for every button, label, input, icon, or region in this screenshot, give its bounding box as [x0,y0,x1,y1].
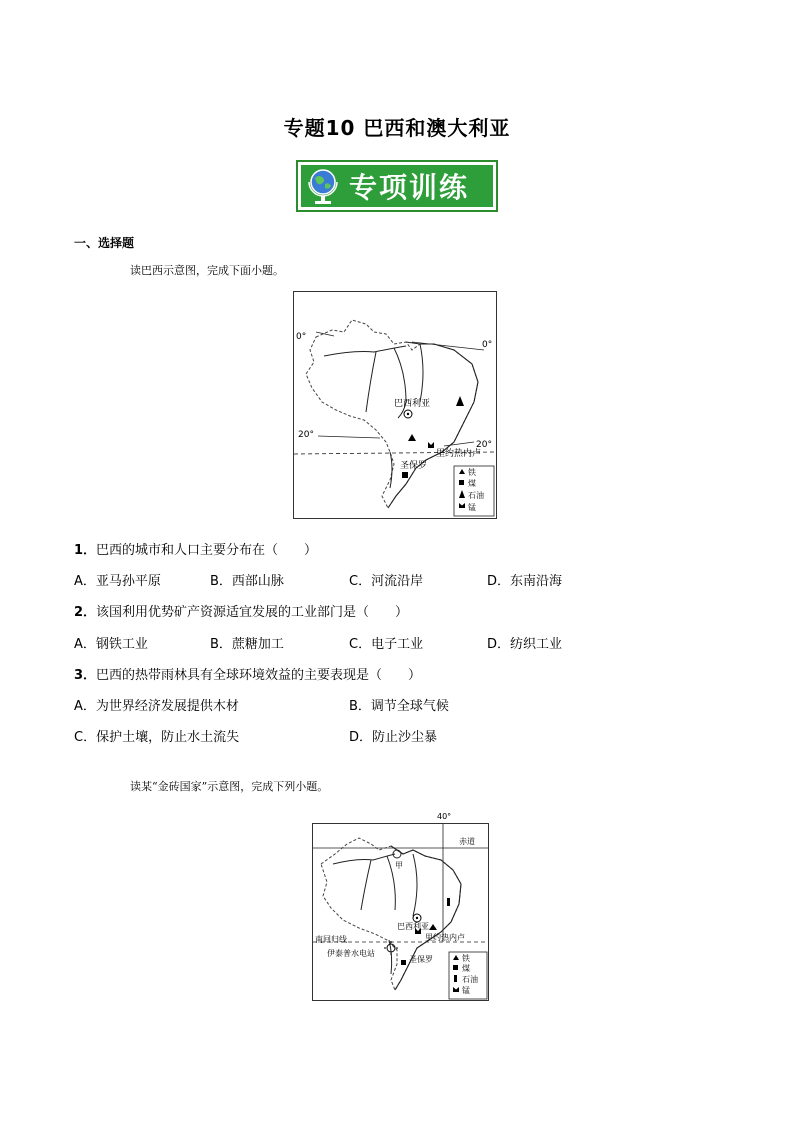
lon40-label: 40° [437,812,452,821]
q1-option-d[interactable]: D．东南沿海 [487,574,563,589]
brazil-map-2 [312,812,489,1001]
q2-option-b[interactable]: B．蔗糖加工 [210,637,284,652]
q2-option-c[interactable]: C．电子工业 [349,637,424,652]
globe-icon [301,164,345,208]
legend-oil: 石油 [468,491,484,500]
intro-text-2: 读某“金砖国家”示意图，完成下列小题。 [130,780,329,793]
equator-label: 赤道 [459,837,475,846]
banner-text: 专项训练 [349,171,470,204]
q3-option-b[interactable]: B．调节全球气候 [349,699,449,714]
page-title: 专题10 巴西和澳大利亚 [283,116,511,140]
legend-manganese: 锰 [468,503,476,512]
lat0-left-label: 0° [296,332,307,342]
q3-option-d[interactable]: D．防止沙尘暴 [349,730,438,745]
q1-option-c[interactable]: C．河流沿岸 [349,574,424,589]
question-1-number: 1． [74,543,97,558]
saopaulo-label-2: 圣保罗 [409,955,433,964]
legend2-iron: 铁 [462,954,470,963]
capital-label: 巴西利亚 [394,399,431,409]
question-1-text: 巴西的城市和人口主要分布在（ ） [96,543,318,558]
q2-option-d[interactable]: D．纺织工业 [487,637,563,652]
saopaulo-label: 圣保罗 [400,461,428,471]
intro-text-1: 读巴西示意图，完成下面小题。 [130,264,284,277]
legend2-coal: 煤 [462,964,470,973]
legend2-oil: 石油 [462,975,478,984]
section-heading: 一、选择题 [74,236,135,250]
lat20-right-label: 20° [476,440,492,450]
question-2 [74,601,408,620]
jia-label: 甲 [395,861,403,870]
rio-label-2: 里约热内卢 [425,933,465,942]
q1-option-a[interactable]: A．亚马孙平原 [74,574,161,589]
rio-label: 里约热内卢 [436,449,482,459]
legend2-manganese: 锰 [462,986,470,995]
question-1 [74,539,317,558]
capital-label-2: 巴西利亚 [397,922,429,931]
legend-iron: 铁 [468,468,476,477]
tropic-label: 南回归线 [315,935,347,944]
section-banner [296,160,498,212]
question-3-text: 巴西的热带雨林具有全球环境效益的主要表现是（ ） [96,668,422,683]
q3-option-a[interactable]: A．为世界经济发展提供木材 [74,699,239,714]
lat20-left-label: 20° [298,430,314,440]
question-2-text: 该国利用优势矿产资源适宜发展的工业部门是（ ） [96,605,409,620]
question-2-number: 2． [74,605,97,620]
q1-option-b[interactable]: B．西部山脉 [210,574,284,589]
question-3 [74,664,421,683]
lat0-right-label: 0° [482,340,493,350]
itaipu-label: 伊泰普水电站 [327,949,375,958]
q3-option-c[interactable]: C．保护土壤，防止水土流失 [74,730,240,745]
q2-option-a[interactable]: A．钢铁工业 [74,637,148,652]
question-3-number: 3． [74,668,97,683]
brazil-map-1 [293,291,497,519]
legend-coal: 煤 [468,479,476,488]
